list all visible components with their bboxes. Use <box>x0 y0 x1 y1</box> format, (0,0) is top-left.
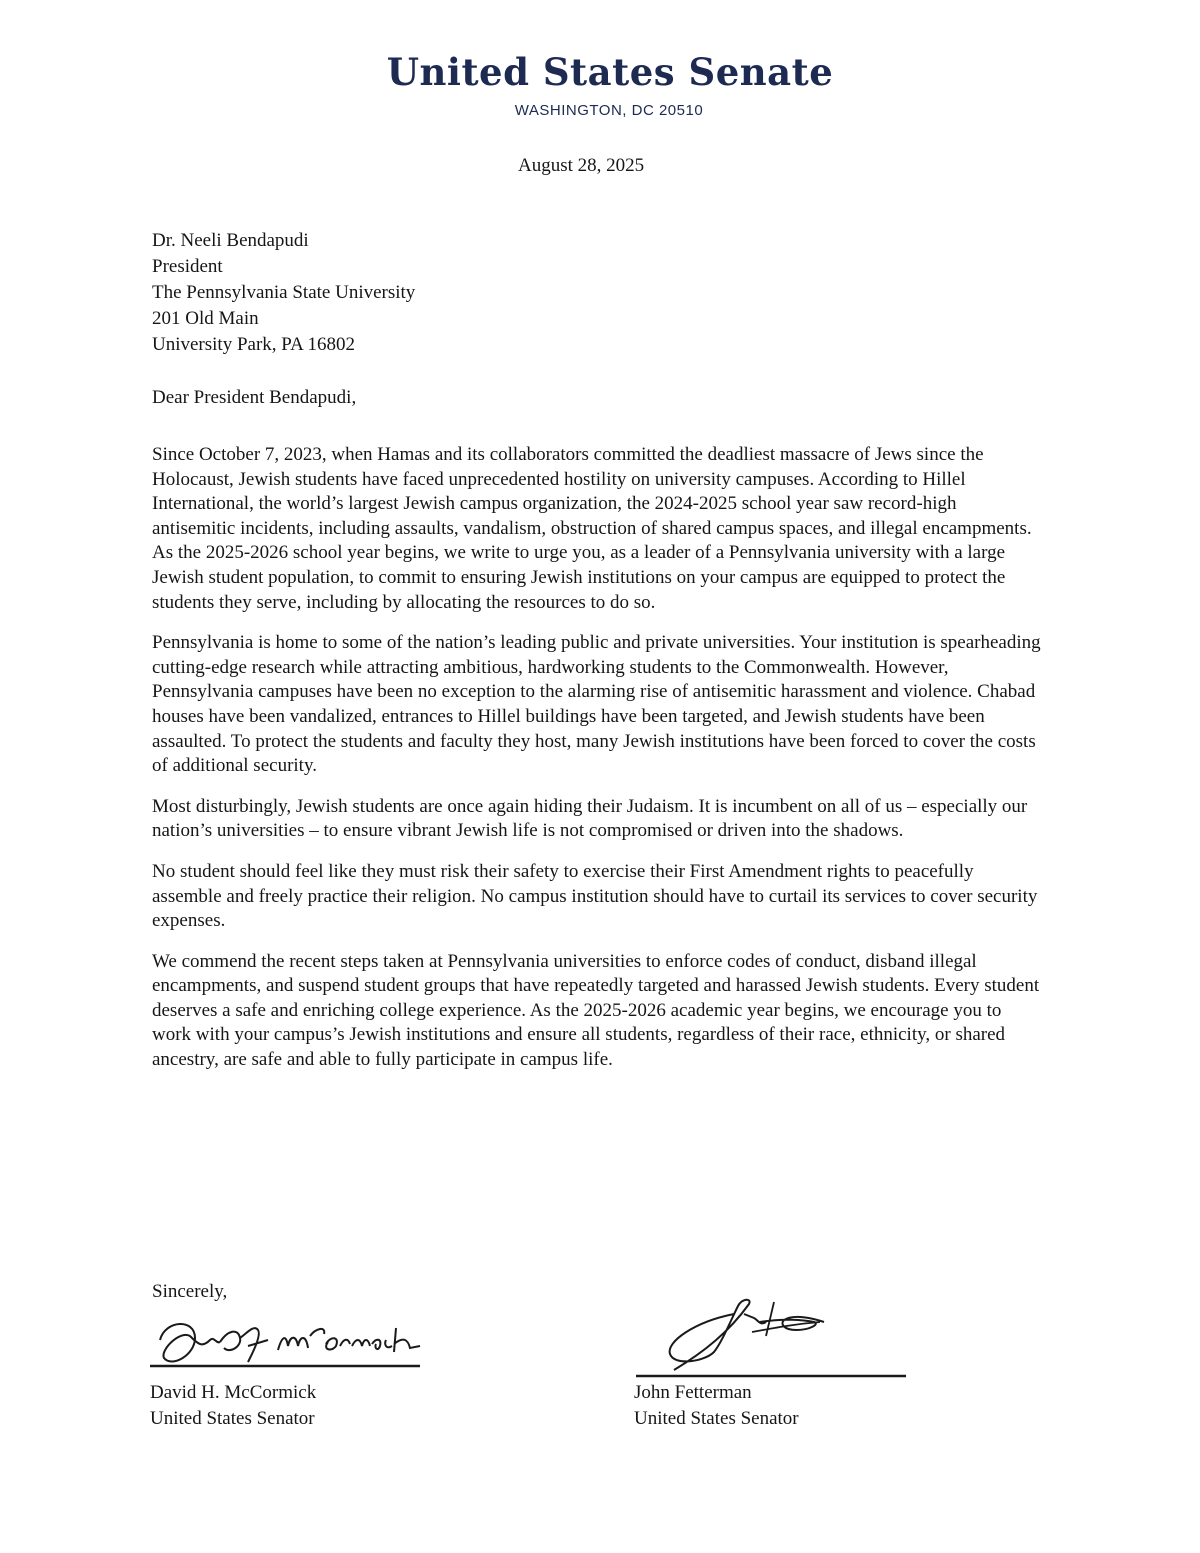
letterhead <box>0 50 1200 119</box>
signature-block-mccormick <box>150 1300 430 1432</box>
body-paragraph: No student should feel like they must risk their safety to exercise their First Amendment rights to peacefully assemble and freely practice their religion. No campus institution should have to curtail its services to cover security expenses. <box>152 860 1038 932</box>
fetterman-signature <box>634 1292 914 1380</box>
recipient-name: Dr. Neeli Bendapudi <box>152 230 309 251</box>
letter-date: August 28, 2025 <box>518 155 645 176</box>
letterhead-title: United States Senate <box>386 50 834 94</box>
mccormick-signature <box>150 1300 430 1380</box>
body-paragraph: Since October 7, 2023, when Hamas and its collaborators committed the deadliest massacre of Jews since the Holocaust, Jewish students have faced unprecedented hostility on university campuses. According to Hillel International, the world’s largest Jewish campus organization, the 2024-2025 school year saw record-high antisemitic incidents, including assaults, vandalism, obstruction of shared campus spaces, and illegal encampments. As the 2025-2026 school year begins, we write to urge you, as a leader of a Pennsylvania university with a large Jewish student population, to commit to ensuring Jewish institutions on your campus are equipped to protect the students they serve, including by allocating the resources to do so. <box>152 444 1032 613</box>
recipient-institution: The Pennsylvania State University <box>152 282 416 303</box>
letterhead-address: WASHINGTON, DC 20510 <box>514 102 704 119</box>
signatory-name: David H. McCormick <box>150 1382 317 1403</box>
recipient-address <box>152 228 415 358</box>
body-paragraph: Most disturbingly, Jewish students are once again hiding their Judaism. It is incumbent on all of us – especially our nation’s universities – to ensure vibrant Jewish life is not compromised or driven into the shadows. <box>152 795 1028 842</box>
letter-body <box>152 443 1044 1089</box>
signatory-title: United States Senator <box>634 1408 799 1429</box>
recipient-street: 201 Old Main <box>152 308 259 329</box>
body-paragraph: We commend the recent steps taken at Pennsylvania universities to enforce codes of conduct, disband illegal encampments, and suspend student groups that have repeatedly targeted and harassed Jewish students. Every student deserves a safe and enriching college experience. As the 2025-2026 academic year begins, we encourage you to work with your campus’s Jewish institutions and ensure all students, regardless of their race, ethnicity, or shared ancestry, are safe and able to fully participate in campus life. <box>152 950 1040 1071</box>
closing: Sincerely, <box>152 1281 228 1302</box>
salutation: Dear President Bendapudi, <box>152 387 357 408</box>
recipient-title: President <box>152 256 223 277</box>
recipient-city: University Park, PA 16802 <box>152 334 356 355</box>
signatory-name: John Fetterman <box>634 1382 752 1403</box>
body-paragraph: Pennsylvania is home to some of the nation’s leading public and private universities. Your institution is spearheading cutting-edge research while attracting ambitious, hardworking students to the Commonwealth. However, Pennsylvania campuses have been no exception to the alarming rise of antisemitic harassment and violence. Chabad houses have been vandalized, entrances to Hillel buildings have been targeted, and Jewish students have been assaulted. To protect the students and faculty they host, many Jewish institutions have been forced to cover the costs of additional security. <box>152 632 1041 777</box>
signature-block-fetterman <box>634 1292 914 1432</box>
signatory-title: United States Senator <box>150 1408 315 1429</box>
